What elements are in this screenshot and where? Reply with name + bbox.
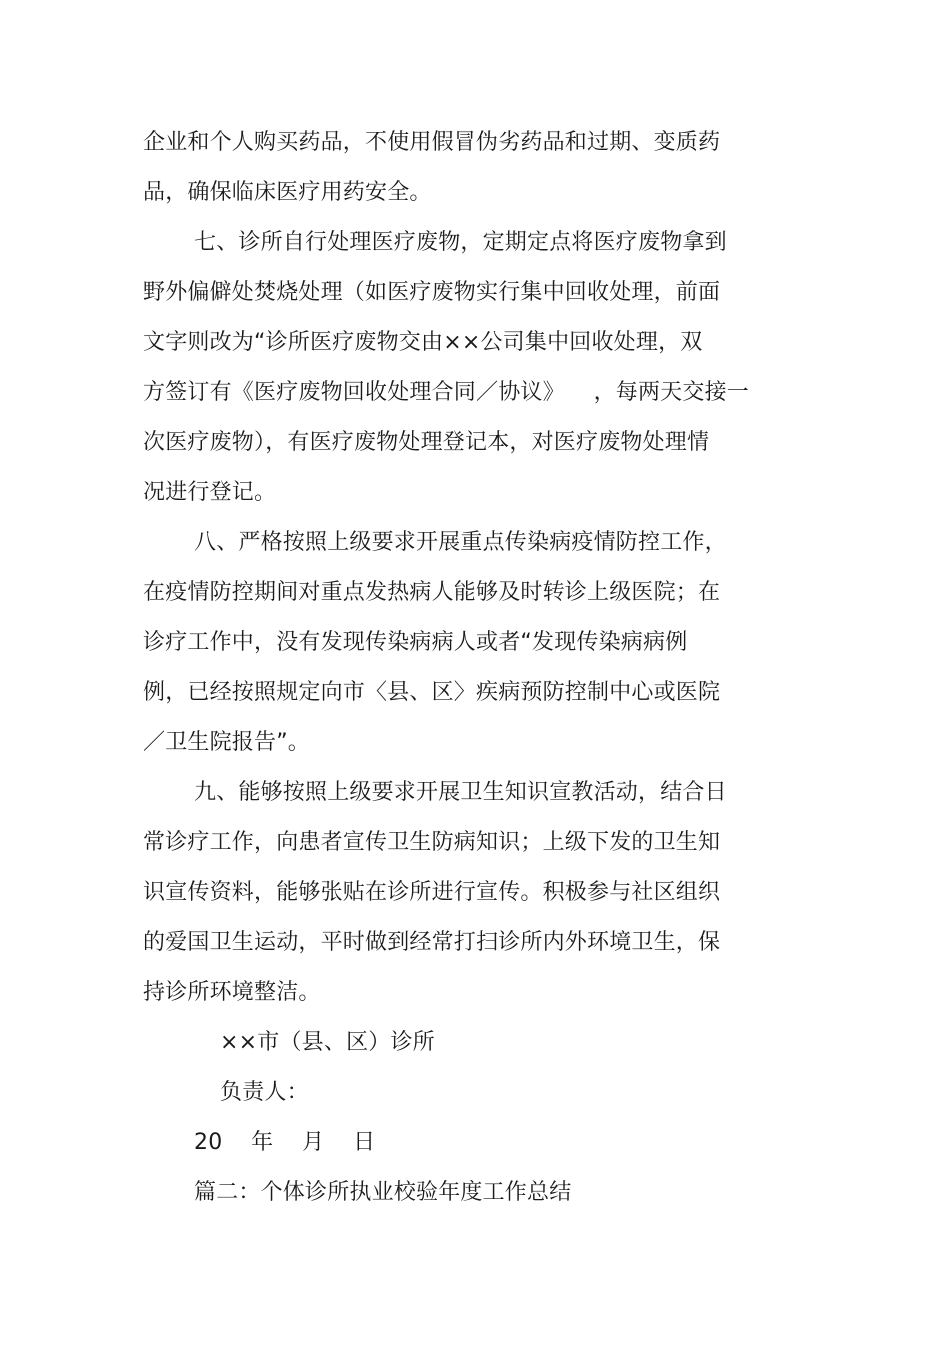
section-two-heading: 篇二：个体诊所执业校验年度工作总结	[194, 1180, 572, 1205]
paragraph-eight-start: 八、严格按照上级要求开展重点传染病疫情防控工作，	[194, 530, 727, 555]
date-line: 20 年 月 日	[194, 1130, 376, 1155]
clinic-signature: ××市（县、区）诊所	[220, 1030, 435, 1055]
responsible-person-label: 负责人：	[220, 1080, 309, 1105]
body-text-line: 品，确保临床医疗用药安全。	[143, 180, 432, 205]
paragraph-seven-start: 七、诊所自行处理医疗废物，定期定点将医疗废物拿到	[194, 230, 727, 255]
body-text-line: 次医疗废物），有医疗废物处理登记本，对医疗废物处理情	[143, 430, 710, 455]
body-text-line: 例，已经按照规定向市〈县、区〉疾病预防控制中心或医院	[143, 680, 721, 705]
body-text-line: 野外偏僻处焚烧处理（如医疗废物实行集中回收处理，前面	[143, 280, 721, 305]
body-text-line: 方签订有《医疗废物回收处理合同／协议》 ，每两天交接一	[143, 380, 749, 405]
paragraph-nine-start: 九、能够按照上级要求开展卫生知识宣教活动，结合日	[194, 780, 727, 805]
body-text-line: 诊疗工作中，没有发现传染病病人或者“发现传染病病例	[143, 630, 688, 655]
body-text-line: 文字则改为“诊所医疗废物交由××公司集中回收处理，双	[143, 330, 703, 355]
body-text-line: 常诊疗工作，向患者宣传卫生防病知识；上级下发的卫生知	[143, 830, 721, 855]
body-text-line: 企业和个人购买药品，不使用假冒伪劣药品和过期、变质药	[143, 130, 721, 155]
body-text-line: 的爱国卫生运动，平时做到经常打扫诊所内外环境卫生，保	[143, 930, 721, 955]
body-text-line: 况进行登记。	[143, 480, 277, 505]
body-text-line: 识宣传资料，能够张贴在诊所进行宣传。积极参与社区组织	[143, 880, 721, 905]
body-text-line: ／卫生院报告”。	[143, 730, 310, 755]
body-text-line: 持诊所环境整洁。	[143, 980, 321, 1005]
body-text-line: 在疫情防控期间对重点发热病人能够及时转诊上级医院；在	[143, 580, 721, 605]
